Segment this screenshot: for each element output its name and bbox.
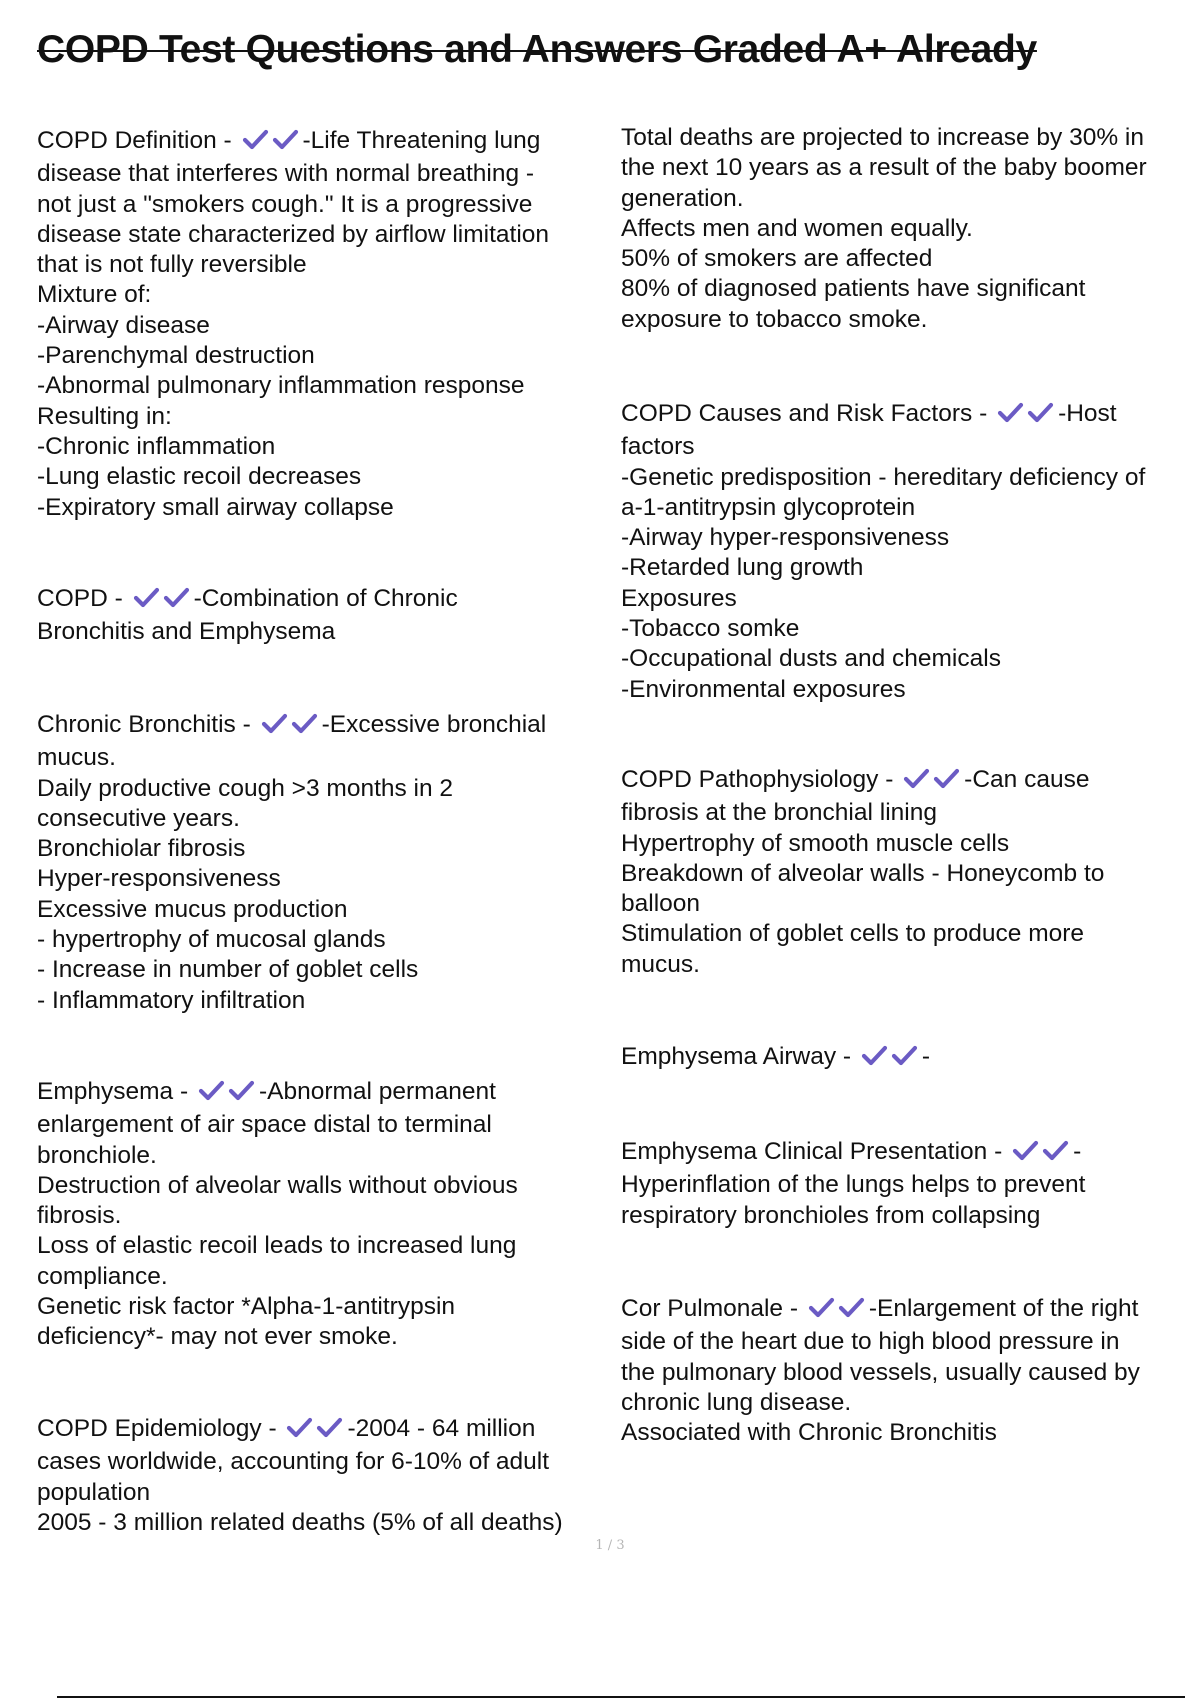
card-answer-line: -Tobacco somke	[621, 615, 800, 643]
double-checkmark-icon	[283, 1415, 347, 1447]
card-answer-line: consecutive years.	[37, 804, 240, 832]
card-answer-line: the next 10 years as a result of the baby boomer	[621, 154, 1147, 182]
card-term: COPD Epidemiology -	[37, 1415, 284, 1442]
card-answer-line: mucus.	[37, 744, 116, 772]
card-answer-line: disease that interferes with normal breathing -	[37, 160, 535, 188]
flashcard-copd-pathophysiology	[621, 765, 1191, 980]
card-answer-line: -Abnormal pulmonary inflammation response	[37, 372, 525, 400]
card-answer-line: that is not fully reversible	[37, 251, 307, 279]
card-answer-line: generation.	[621, 184, 744, 212]
card-answer-line: deficiency*- may not ever smoke.	[37, 1323, 398, 1351]
card-first-line	[37, 126, 607, 159]
card-answer-line: Excessive mucus production	[37, 895, 348, 923]
card-term: Chronic Bronchitis -	[37, 711, 258, 738]
card-answer-line: -Combination of Chronic	[193, 585, 458, 612]
card-answer-line: the pulmonary blood vessels, usually caused by	[621, 1358, 1140, 1386]
card-answer-line: Affects men and women equally.	[621, 214, 973, 242]
flashcard-copd-epidemiology	[37, 1414, 607, 1538]
flashcard-cor-pulmonale	[621, 1294, 1191, 1448]
flashcard-emphysema-clinical-presentation	[621, 1137, 1191, 1231]
card-answer-line: -2004 - 64 million	[347, 1415, 536, 1442]
double-checkmark-icon	[858, 1043, 922, 1075]
card-answer-line: Destruction of alveolar walls without obvious	[37, 1171, 518, 1199]
card-answer-line: factors	[621, 433, 695, 461]
double-checkmark-icon	[994, 400, 1058, 432]
card-answer-line: Total deaths are projected to increase by 30% in	[621, 124, 1144, 151]
double-checkmark-icon	[130, 585, 194, 617]
card-answer-line: -	[1073, 1138, 1082, 1165]
card-first-line	[37, 710, 607, 743]
card-answer-line: -Airway hyper-responsiveness	[621, 524, 950, 552]
flashcard-copd	[37, 584, 607, 648]
card-answer-line: Loss of elastic recoil leads to increased lung	[37, 1232, 517, 1260]
card-term: Emphysema -	[37, 1078, 195, 1105]
card-answer-line: - Inflammatory infiltration	[37, 986, 306, 1014]
card-answer-line: -Enlargement of the right	[868, 1295, 1139, 1322]
card-first-line	[621, 765, 1191, 798]
card-answer-line: -Environmental exposures	[621, 675, 906, 703]
card-answer-line: fibrosis.	[37, 1202, 122, 1230]
flashcard-emphysema	[37, 1077, 607, 1353]
card-first-line	[37, 1414, 607, 1447]
card-answer-line: respiratory bronchioles from collapsing	[621, 1201, 1041, 1229]
card-answer-line: Breakdown of alveolar walls - Honeycomb to	[621, 859, 1105, 887]
card-answer-line: balloon	[621, 890, 701, 918]
card-answer-line: Hypertrophy of smooth muscle cells	[621, 829, 1010, 857]
card-answer-line: -Abnormal permanent	[258, 1078, 496, 1105]
card-term: Emphysema Clinical Presentation -	[621, 1138, 1010, 1165]
card-answer-line: exposure to tobacco smoke.	[621, 305, 928, 333]
card-answer-line: -Host	[1058, 400, 1117, 427]
flashcard-emphysema-airway	[621, 1042, 1191, 1075]
card-answer-line: Genetic risk factor *Alpha-1-antitrypsin	[37, 1293, 456, 1321]
card-answer-line: enlargement of air space distal to terminal	[37, 1111, 492, 1139]
card-first-line	[621, 399, 1191, 432]
card-answer-line: 50% of smokers are affected	[621, 245, 933, 273]
card-answer-line: chronic lung disease.	[621, 1388, 852, 1416]
card-answer-line: Stimulation of goblet cells to produce more	[621, 920, 1085, 948]
card-answer-line: compliance.	[37, 1262, 168, 1290]
card-answer-line: bronchiole.	[37, 1141, 157, 1169]
card-answer-line: - hypertrophy of mucosal glands	[37, 926, 386, 954]
card-answer-line: -Chronic inflammation	[37, 432, 276, 460]
card-answer-line: Bronchiolar fibrosis	[37, 835, 246, 863]
card-first-line	[621, 1042, 1191, 1075]
card-answer-line: Mixture of:	[37, 281, 152, 309]
document-title: COPD Test Questions and Answers Graded A+ Already	[37, 28, 1037, 71]
double-checkmark-icon	[195, 1078, 259, 1110]
card-first-line	[621, 1137, 1191, 1170]
card-answer-line: -Genetic predisposition - hereditary deficiency of	[621, 463, 1146, 491]
flashcard-chronic-bronchitis	[37, 710, 607, 1016]
card-answer-line: population	[37, 1478, 151, 1506]
card-answer-line: Hyperinflation of the lungs helps to prevent	[621, 1171, 1086, 1199]
card-answer-line: -Airway disease	[37, 311, 210, 339]
page-number: 1 / 3	[595, 1538, 625, 1553]
card-first-line	[621, 1294, 1191, 1327]
double-checkmark-icon	[805, 1295, 869, 1327]
flashcard-epidemiology-continued	[621, 123, 1191, 335]
card-answer-line: not just a "smokers cough." It is a progressive	[37, 190, 533, 218]
card-answer-line: Bronchitis and Emphysema	[37, 618, 336, 646]
card-answer-line: 2005 - 3 million related deaths (5% of all deaths)	[37, 1508, 563, 1536]
card-answer-line: mucus.	[621, 950, 700, 978]
card-term: Emphysema Airway -	[621, 1043, 858, 1070]
double-checkmark-icon	[258, 711, 322, 743]
card-answer-line: -Excessive bronchial	[321, 711, 547, 738]
card-answer-line: - Increase in number of goblet cells	[37, 956, 419, 984]
card-answer-line: cases worldwide, accounting for 6-10% of adult	[37, 1448, 550, 1476]
bottom-divider	[57, 1696, 1185, 1698]
card-answer-line: -Can cause	[964, 766, 1090, 793]
card-first-line	[37, 1077, 607, 1110]
card-answer-line: a-1-antitrypsin glycoprotein	[621, 493, 916, 521]
card-answer-line: -Expiratory small airway collapse	[37, 493, 394, 521]
double-checkmark-icon	[239, 127, 303, 159]
card-answer-line: -Life Threatening lung	[302, 127, 541, 154]
card-answer-line: disease state characterized by airflow limitation	[37, 220, 550, 248]
double-checkmark-icon	[900, 766, 964, 798]
card-answer-line: -Retarded lung growth	[621, 554, 864, 582]
flashcard-copd-causes-risk-factors	[621, 399, 1191, 705]
card-first-line	[37, 584, 607, 617]
card-answer-line: -Occupational dusts and chemicals	[621, 645, 1001, 673]
card-answer-line: -Lung elastic recoil decreases	[37, 463, 362, 491]
card-answer-line: -Parenchymal destruction	[37, 342, 315, 370]
card-answer-line: Hyper-responsiveness	[37, 865, 281, 893]
card-answer-line: Associated with Chronic Bronchitis	[621, 1419, 997, 1447]
flashcard-copd-definition	[37, 126, 607, 523]
card-term: COPD -	[37, 585, 130, 612]
card-answer-line: side of the heart due to high blood pressure in	[621, 1328, 1120, 1356]
card-term: Cor Pulmonale -	[621, 1295, 805, 1322]
double-checkmark-icon	[1009, 1138, 1073, 1170]
card-answer-line: Daily productive cough >3 months in 2	[37, 774, 454, 802]
card-term: COPD Definition -	[37, 127, 239, 154]
card-term: COPD Pathophysiology -	[621, 766, 901, 793]
card-term: COPD Causes and Risk Factors -	[621, 400, 995, 427]
card-answer-line: Resulting in:	[37, 402, 172, 430]
card-answer-line: 80% of diagnosed patients have significant	[621, 275, 1086, 303]
card-answer-line: Exposures	[621, 584, 737, 612]
card-answer-line: -	[921, 1043, 931, 1070]
card-answer-line: fibrosis at the bronchial lining	[621, 799, 937, 827]
